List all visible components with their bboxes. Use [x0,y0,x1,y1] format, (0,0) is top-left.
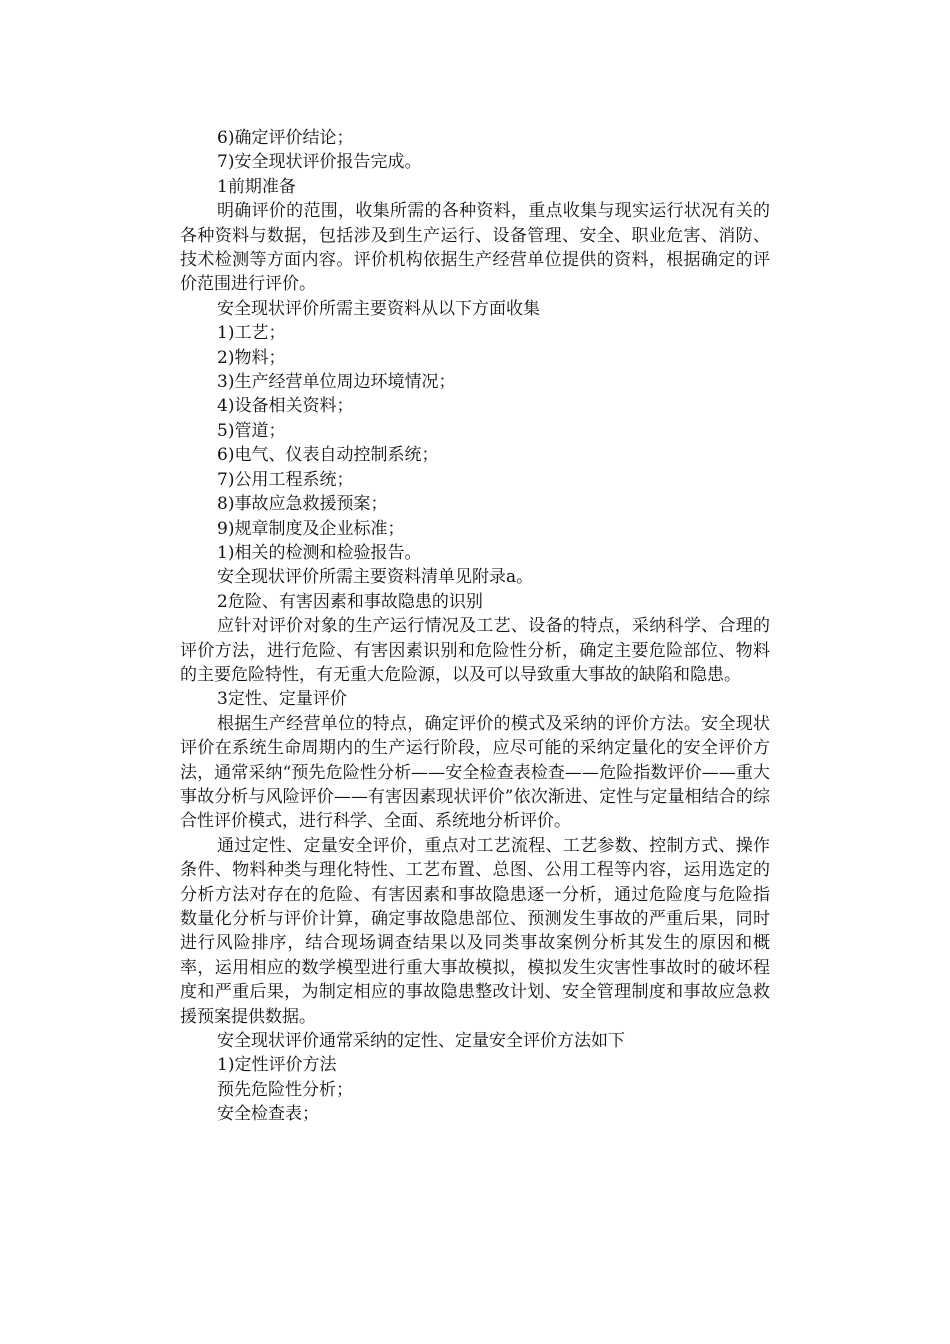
list-item: 安全检查表； [217,1104,319,1125]
body-paragraph: 安全现状评价所需主要资料从以下方面收集 [217,298,540,319]
list-item: 2)物料； [217,347,286,368]
list-item: 1)定性评价方法 [217,1055,337,1076]
document-body [180,126,770,1127]
body-paragraph: 应针对评价对象的生产运行情况及工艺、设备的特点，采纳科学、合理的评价方法，进行危险、有害因素识别和危险性分析，确定主要危险部位、物料的主要危险特性，有无重大危险源，以及可以导致重大事故的缺陷和隐患。 [180,616,770,685]
body-paragraph: 安全现状评价通常采纳的定性、定量安全评价方法如下 [217,1031,625,1052]
list-item: 1)相关的检测和检验报告。 [217,542,422,563]
list-item: 4)设备相关资料； [217,396,354,417]
list-item: 8)事故应急救援预案； [217,494,388,515]
list-item: 6)电气、仪表自动控制系统； [217,445,439,466]
list-item: 7)公用工程系统； [217,469,354,490]
list-item: 1)工艺； [217,323,286,344]
body-paragraph: 明确评价的范围，收集所需的各种资料，重点收集与现实运行状况有关的各种资料与数据，包括涉及到生产运行、设备管理、安全、职业危害、消防、技术检测等方面内容。评价机构依据生产经营单位提供的资料，根据确定的评价范围进行评价。 [180,201,770,295]
list-item: 7)安全现状评价报告完成。 [217,152,422,173]
section-heading: 2危险、有害因素和事故隐患的识别 [217,591,483,612]
body-paragraph: 通过定性、定量安全评价，重点对工艺流程、工艺参数、控制方式、操作条件、物料种类与理化特性、工艺布置、总图、公用工程等内容，运用选定的分析方法对存在的危险、有害因素和事故隐患逐一分析，通过危险度与危险指数量化分析与评价计算，确定事故隐患部位、预测发生事故的严重后果，同时进行风险排序，结合现场调查结果以及同类事故案例分析其发生的原因和概率，运用相应的数学模型进行重大事故模拟，模拟发生灾害性事故时的破坏程度和严重后果，为制定相应的事故隐患整改计划、安全管理制度和事故应急救援预案提供数据。 [180,835,770,1027]
body-paragraph: 根据生产经营单位的特点，确定评价的模式及采纳的评价方法。安全现状评价在系统生命周期内的生产运行阶段，应尽可能的采纳定量化的安全评价方法，通常采纳“预先危险性分析——安全检查表检查——危险指数评价——重大事故分析与风险评价——有害因素现状评价”依次渐进、定性与定量相结合的综合性评价模式，进行科学、全面、系统地分析评价。 [180,713,770,832]
section-heading: 1前期准备 [217,176,296,197]
list-item: 9)规章制度及企业标准； [217,518,405,539]
list-item: 3)生产经营单位周边环境情况； [217,372,456,393]
section-heading: 3定性、定量评价 [217,689,347,710]
list-item: 5)管道； [217,420,286,441]
body-paragraph: 安全现状评价所需主要资料清单见附录a。 [217,567,534,588]
list-item: 预先危险性分析； [217,1079,353,1100]
list-item: 6)确定评价结论； [217,128,354,148]
